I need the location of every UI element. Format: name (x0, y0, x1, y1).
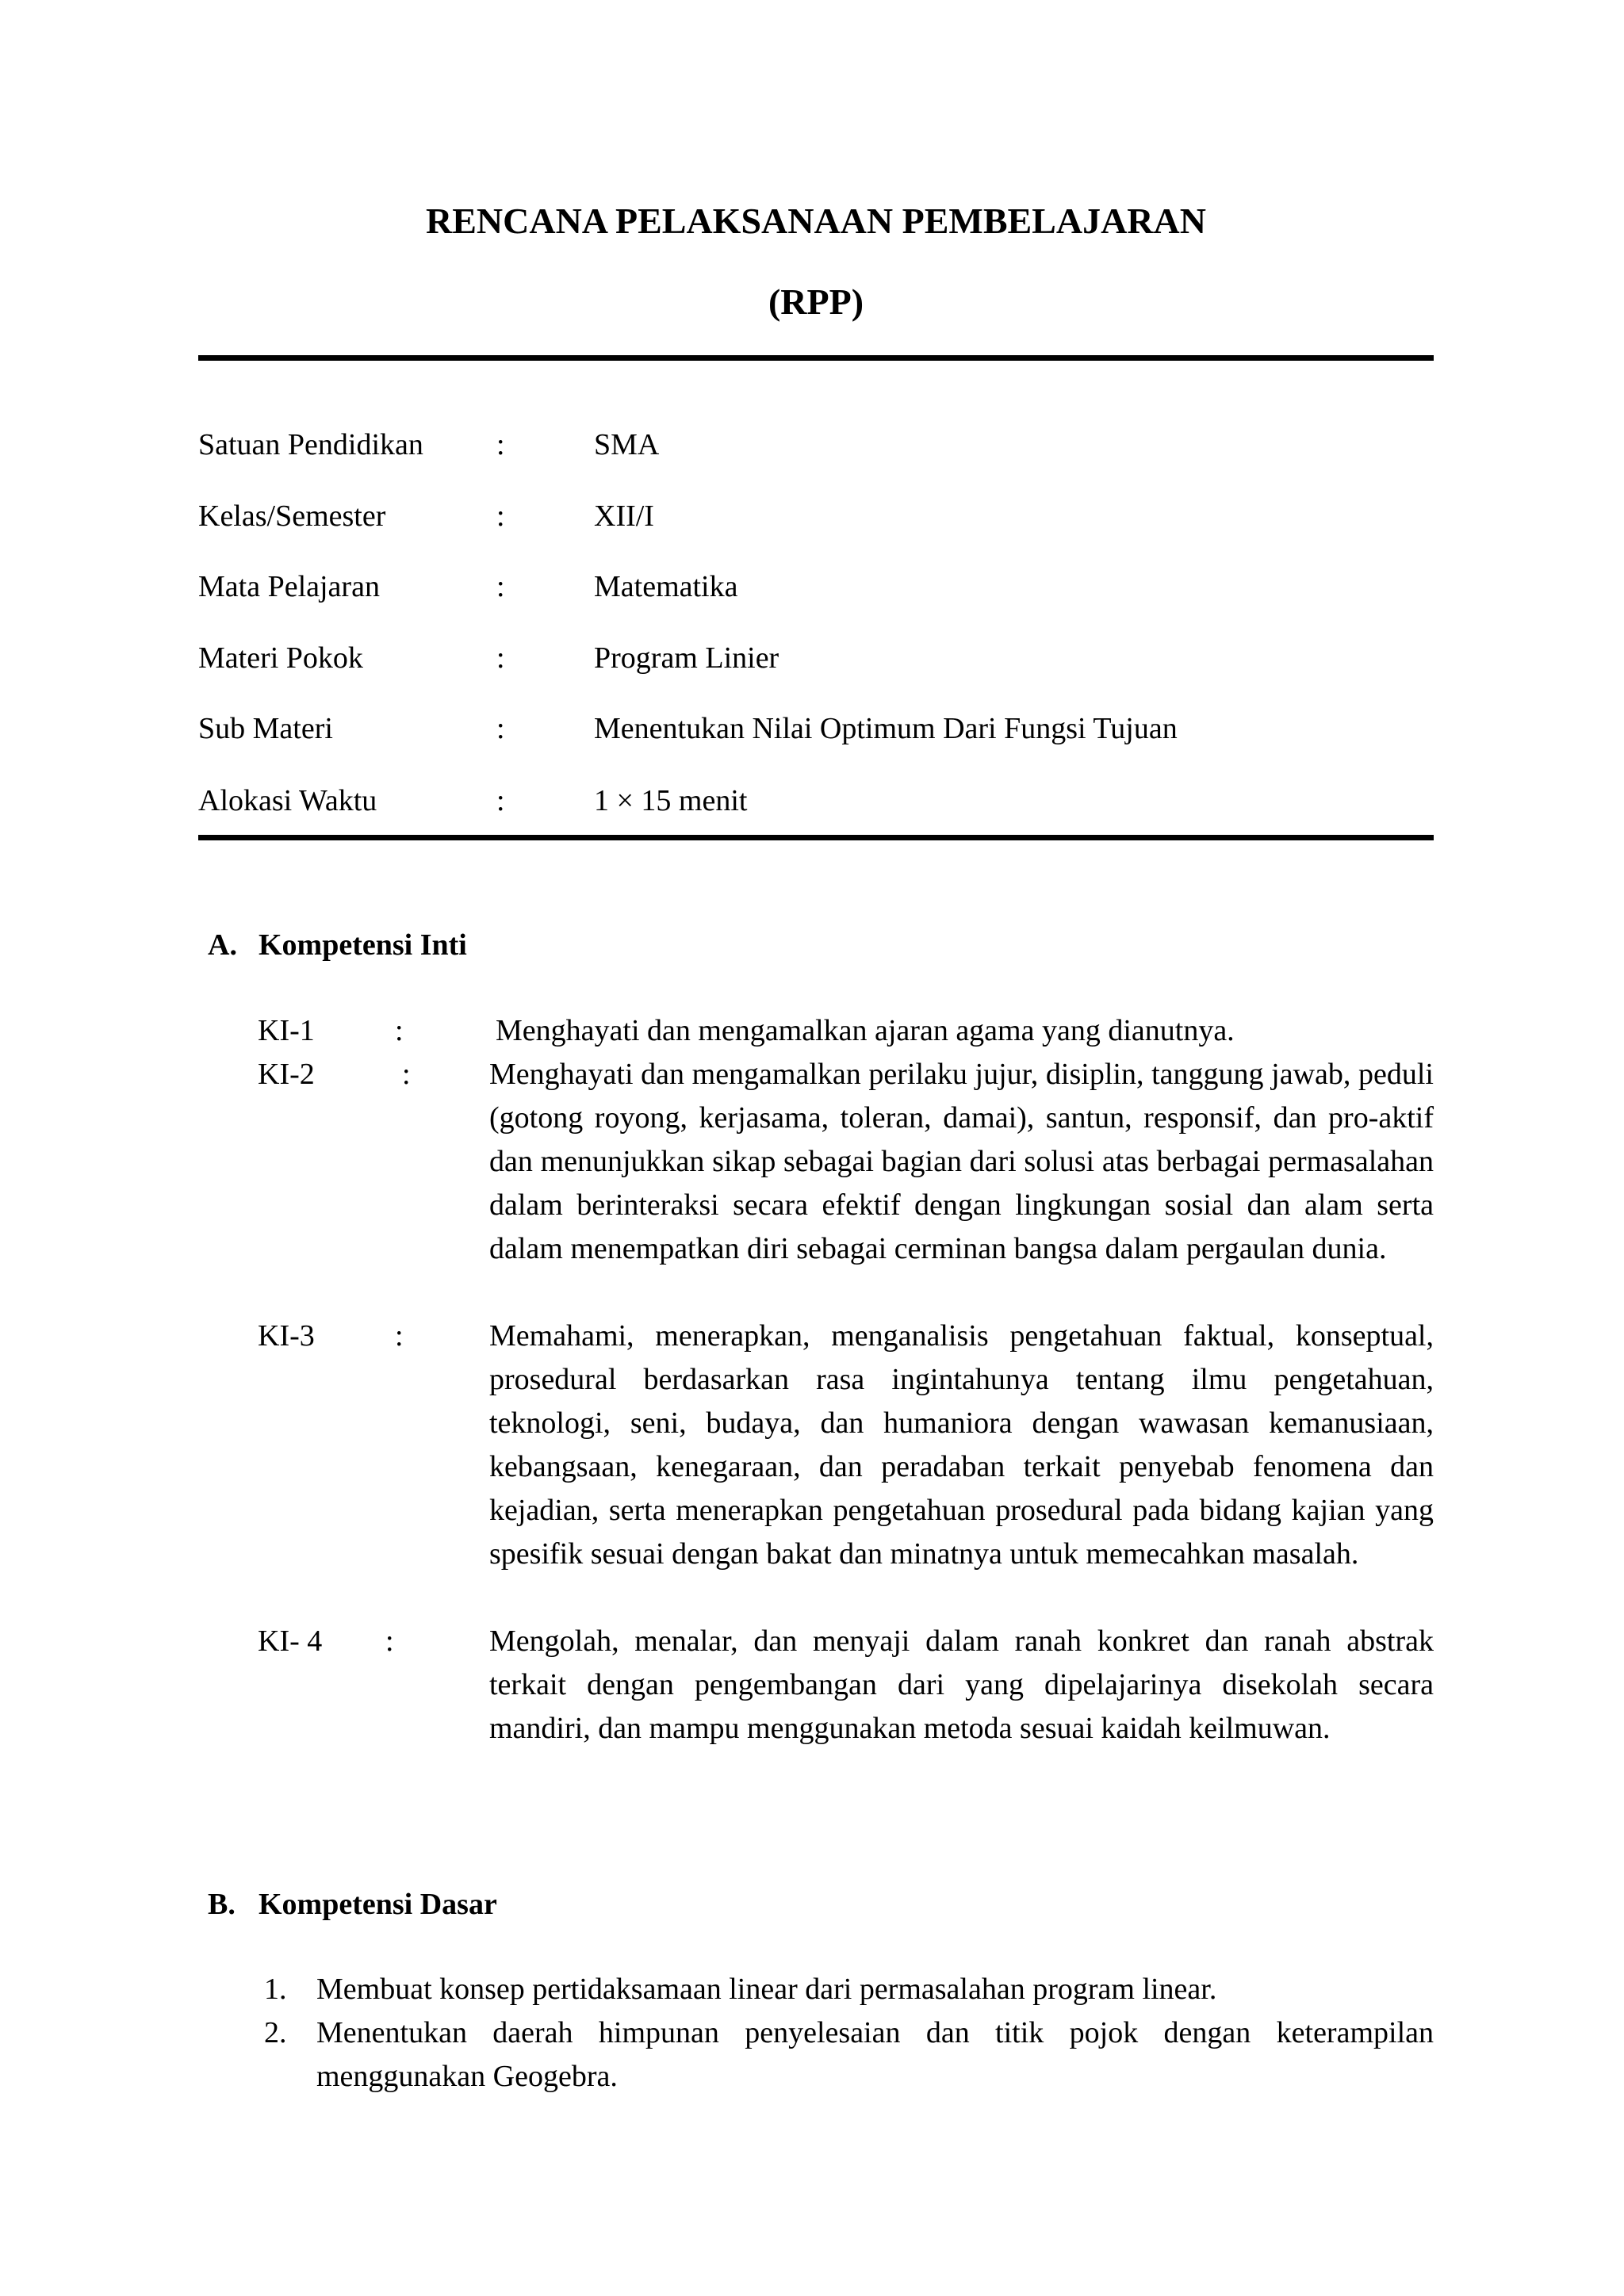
ki-text: Mengolah, menalar, dan menyaji dalam ranah konkret dan ranah abstrak terkait dengan pengembangan dari yang dipelajarinya disekolah secara mandiri, dan mampu menggunakan metoda sesuai kaidah keilmuwan. (489, 1624, 1434, 1745)
identity-row-sub-materi (198, 709, 1434, 748)
identity-value: SMA (594, 428, 660, 461)
ki-label: KI-1 (258, 1014, 315, 1047)
identity-row-kelas-semester (198, 496, 1434, 536)
identity-colon: : (496, 784, 505, 817)
identity-colon: : (496, 712, 505, 745)
ki-label: KI-2 (258, 1058, 315, 1091)
kd-text: Membuat konsep pertidaksamaan linear dari permasalahan program linear. (316, 1973, 1217, 2006)
ki-label: KI- 4 (258, 1624, 323, 1658)
identity-value: 1 × 15 menit (594, 784, 748, 817)
identity-row-materi-pokok (198, 638, 1434, 678)
section-title: Kompetensi Dasar (259, 1888, 497, 1921)
ki-colon: : (402, 1058, 411, 1091)
identity-colon: : (496, 428, 505, 461)
ki-colon: : (395, 1014, 404, 1047)
identity-label: Alokasi Waktu (198, 784, 377, 817)
identity-row-alokasi-waktu (198, 781, 1434, 821)
identity-colon: : (496, 570, 505, 603)
identity-value: Matematika (594, 570, 738, 603)
top-divider (198, 355, 1434, 361)
ki-text: Menghayati dan mengamalkan ajaran agama yang dianutnya. (496, 1014, 1235, 1047)
ki-label: KI-3 (258, 1319, 315, 1353)
section-title: Kompetensi Inti (259, 928, 467, 962)
identity-value: Program Linier (594, 641, 779, 675)
bottom-divider (198, 835, 1434, 840)
document-title: RENCANA PELAKSANAAN PEMBELAJARAN (426, 201, 1206, 241)
identity-label: Materi Pokok (198, 641, 363, 675)
identity-row-mata-pelajaran (198, 567, 1434, 607)
identity-label: Satuan Pendidikan (198, 428, 423, 461)
identity-value: Menentukan Nilai Optimum Dari Fungsi Tujuan (594, 712, 1178, 745)
identity-row-satuan-pendidikan (198, 425, 1434, 465)
document-subtitle: (RPP) (768, 281, 864, 322)
ki-text: Menghayati dan mengamalkan perilaku jujur, disiplin, tanggung jawab, peduli (gotong royong, kerjasama, toleran, damai), santun, responsif, dan pro-aktif dan menunjukkan sikap sebagai bagian dari solusi atas berbagai permasalahan dalam berinteraksi secara efektif dengan lingkungan sosial dan alam serta dalam menempatkan diri sebagai cerminan bangsa dalam pergaulan dunia. (489, 1058, 1434, 1265)
kd-text: Menentukan daerah himpunan penyelesaian dan titik pojok dengan keterampilan menggunakan Geogebra. (316, 2016, 1434, 2093)
identity-colon: : (496, 499, 505, 533)
identity-value: XII/I (594, 499, 654, 533)
kd-number: 1. (264, 1973, 287, 2006)
section-letter: A. (208, 928, 237, 962)
kd-number: 2. (264, 2016, 287, 2049)
identity-label: Mata Pelajaran (198, 570, 380, 603)
identity-label: Kelas/Semester (198, 499, 386, 533)
ki-text: Memahami, menerapkan, menganalisis pengetahuan faktual, konseptual, prosedural berdasarkan rasa ingintahunya tentang ilmu pengetahuan, teknologi, seni, budaya, dan humaniora dengan wawasan kemanusiaan, kebangsaan, kenegaraan, dan peradaban terkait penyebab fenomena dan kejadian, serta menerapkan pengetahuan prosedural pada bidang kajian yang spesifik sesuai dengan bakat dan minatnya untuk memecahkan masalah. (489, 1319, 1434, 1571)
ki-colon: : (385, 1624, 394, 1658)
ki-colon: : (395, 1319, 404, 1353)
identity-label: Sub Materi (198, 712, 333, 745)
identity-colon: : (496, 641, 505, 675)
section-letter: B. (208, 1888, 236, 1921)
